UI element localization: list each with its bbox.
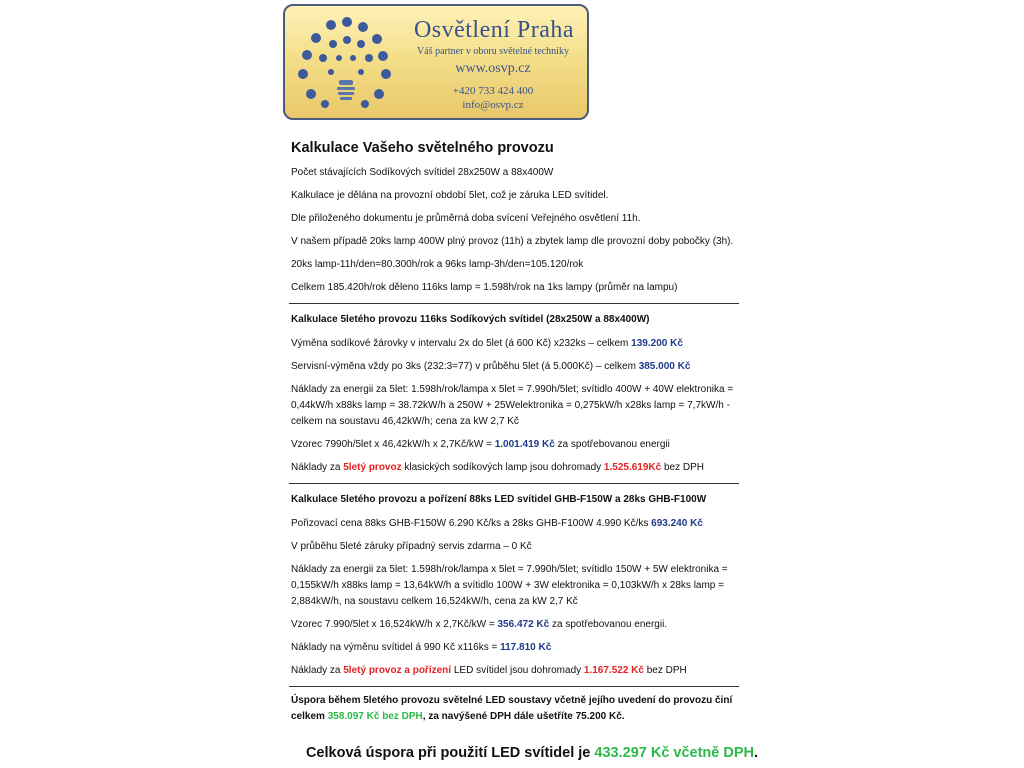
line-bulb-replacement [291, 336, 741, 352]
total-savings-text: Celková úspora při použití LED svítidel je [305, 745, 595, 761]
line-warranty-service: V průběhu 5leté záruky případný servis zdarma – 0 Kč [291, 541, 532, 552]
line-energy-formula [291, 437, 741, 453]
page-title: Kalkulace Vašeho světelného provozu [291, 140, 554, 156]
line-service [291, 359, 741, 375]
line-replacement-cost [291, 640, 741, 656]
paragraph-hours-per-year: 20ks lamp-11h/den=80.300h/rok a 96ks lamp-3h/den=105.120/rok [291, 259, 584, 270]
value-led-total: 1.167.522 Kč [583, 665, 644, 676]
divider [289, 483, 739, 484]
calculation-document [289, 139, 741, 732]
savings-text-end: , za navýšené DPH dále ušetříte 75.200 Kč. [422, 711, 625, 722]
line-sodium-total [291, 460, 741, 476]
value-service: 385.000 Kč [638, 361, 691, 372]
value-replacement-cost: 117.810 Kč [500, 642, 552, 653]
line-energy-costs: Náklady za energii za 5let: 1.598h/rok/lampa x 5let = 7.990h/5let; svítidlo 400W + 40W elektronika = 0,44kW/h x88ks lamp = 38.72kW/h a 250W + 25Welektronika = 0,275kW/h x28ks lamp = 7,7kW/h - celkem na soustavu 46,42kW/h; cena za kW 2,7 Kč [291, 384, 734, 427]
highlight-operation-and-purchase: 5letý provoz a pořízení [343, 665, 452, 676]
divider [289, 686, 739, 687]
total-savings-inner [306, 745, 758, 761]
savings-text: Úspora během 5letého provozu světelné LED soustavy včetně jejího uvedení do provozu činí celkem [291, 695, 733, 722]
savings-value-without-vat: 358.097 Kč bez DPH [327, 711, 423, 722]
value-bulb-replacement: 139.200 Kč [631, 338, 683, 349]
line-text: Náklady na výměnu svítidel á 990 Kč x116ks = [291, 642, 501, 653]
total-savings-line [0, 745, 1024, 761]
line-led-energy-formula [291, 617, 741, 633]
line-text: Vzorec 7990h/5let x 46,42kW/h x 2,7Kč/kW = [291, 439, 495, 450]
section-heading-sodium: Kalkulace 5letého provozu 116ks Sodíkových svítidel (28x250W a 88x400W) [291, 314, 650, 325]
value-sodium-total: 1.525.619Kč [603, 462, 662, 473]
savings-summary [291, 693, 741, 725]
company-logo-card [283, 4, 589, 120]
line-text: klasických sodíkových lamp jsou dohromady [401, 462, 604, 473]
section-heading-led: Kalkulace 5letého provozu a pořízení 88ks LED svítidel GHB-F150W a 28ks GHB-F100W [291, 494, 707, 505]
total-savings-value: 433.297 Kč včetně DPH [594, 745, 754, 761]
line-text: Náklady za [291, 665, 344, 676]
divider [289, 303, 739, 304]
total-savings-end: . [754, 745, 759, 761]
company-tagline: Váš partner v oboru světelné techniky [417, 46, 569, 57]
paragraph-total-hours: Celkem 185.420h/rok děleno 116ks lamp = 1.598h/rok na 1ks lampy (průměr na lampu) [291, 282, 678, 293]
paragraph-period: Kalkulace je dělána na provozní období 5let, což je záruka LED svítidel. [291, 190, 609, 201]
line-text: Náklady za [291, 462, 344, 473]
line-text: Pořizovací cena 88ks GHB-F150W 6.290 Kč/ks a 28ks GHB-F100W 4.990 Kč/ks [291, 518, 652, 529]
company-phone: +420 733 424 400 [452, 85, 534, 97]
company-name: Osvětlení Praha [413, 17, 575, 43]
paragraph-operation: V našem případě 20ks lamp 400W plný provoz (11h) a zbytek lamp dle provozní doby pobočky (3h). [291, 236, 734, 247]
company-email: info@osvp.cz [462, 99, 524, 111]
paragraph-average-hours: Dle přiloženého dokumentu je průměrná doba svícení Veřejného osvětlení 11h. [291, 213, 641, 224]
line-text: LED svítidel jsou dohromady [451, 665, 584, 676]
line-suffix: bez DPH [643, 665, 687, 676]
line-suffix: za spotřebovanou energii [554, 439, 670, 450]
line-text: Servisní-výměna vždy po 3ks (232:3=77) v průběhu 5let (á 5.000Kč) – celkem [291, 361, 639, 372]
line-text: Vzorec 7.990/5let x 16,524kW/h x 2,7Kč/kW = [291, 619, 498, 630]
line-text: Výměna sodíkové žárovky v intervalu 2x do 5let (á 600 Kč) x232ks – celkem [291, 338, 632, 349]
light-burst-logo-icon [291, 14, 397, 118]
highlight-5-year-operation: 5letý provoz [343, 462, 402, 473]
line-led-energy-costs: Náklady za energii za 5let: 1.598h/rok/lampa x 5let = 7.990h/5let; svítidlo 150W + 5W elektronika = 0,155kW/h x88ks lamp = 13,64kW/h a svítidlo 100W + 3W elektronika = 0,103kW/h x 28ks lamp = 2,884kW/h, na soustavu celkem 16,524kW/h, cena za kW 2,7 Kč [291, 564, 728, 607]
value-energy: 1.001.419 Kč [494, 439, 555, 450]
line-led-total [291, 663, 741, 679]
company-website: www.osvp.cz [455, 61, 531, 76]
line-suffix: za spotřebovanou energii. [549, 619, 668, 630]
paragraph-lamp-count: Počet stávajících Sodíkových svítidel 28x250W a 88x400W [291, 167, 554, 178]
line-suffix: bez DPH [661, 462, 704, 473]
value-led-energy: 356.472 Kč [497, 619, 550, 630]
value-purchase-price: 693.240 Kč [651, 518, 703, 529]
line-purchase-price [291, 516, 741, 532]
